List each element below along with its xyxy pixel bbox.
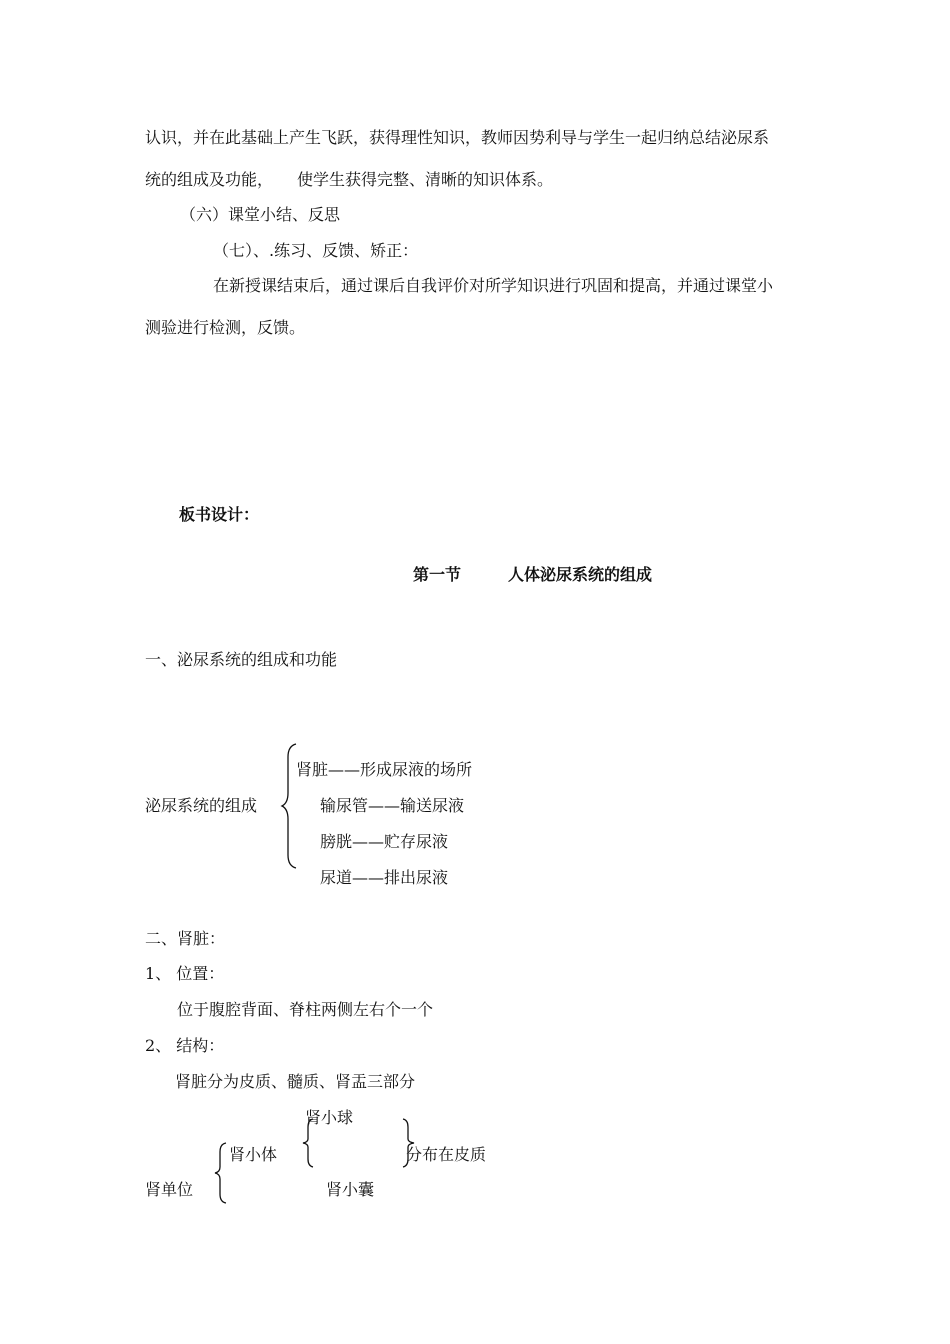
nephron-label: 肾单位 <box>145 1180 194 1199</box>
structure-text: 肾脏分为皮质、髓质、肾盂三部分 <box>175 1072 416 1091</box>
organ-kidney: 肾脏——形成尿液的场所 <box>296 760 473 779</box>
step-7-heading: （七）、.练习、反馈、矫正： <box>213 241 419 260</box>
position-text: 位于腹腔背面、脊柱两侧左右个一个 <box>177 1000 434 1019</box>
step-7-body-line-2: 测验进行检测，反馈。 <box>145 318 306 337</box>
organ-urethra: 尿道——排出尿液 <box>320 868 449 887</box>
step-6-heading: （六）课堂小结、反思 <box>180 205 341 224</box>
structure-heading: 2、 结构： <box>145 1036 225 1055</box>
corpuscle-brace <box>302 1118 316 1168</box>
section-title: 人体泌尿系统的组成 <box>508 565 653 584</box>
position-heading: 1、 位置： <box>145 964 225 983</box>
urinary-system-root: 泌尿系统的组成 <box>145 796 258 815</box>
intro-line-2: 统的组成及功能， 使学生获得完整、清晰的知识体系。 <box>145 170 554 189</box>
glomerulus-label: 肾小球 <box>305 1108 354 1127</box>
step-7-body-line-1: 在新授课结束后，通过课后自我评价对所学知识进行巩固和提高，并通过课堂小 <box>213 276 774 295</box>
organ-bladder: 膀胱——贮存尿液 <box>320 832 449 851</box>
board-design-heading: 板书设计： <box>179 505 260 524</box>
nephron-brace <box>214 1142 230 1204</box>
part-2-heading: 二、肾脏： <box>145 929 226 948</box>
intro-line-1: 认识，并在此基础上产生飞跃，获得理性知识，教师因势利导与学生一起归纳总结泌尿系 <box>145 128 770 147</box>
renal-capsule-label: 肾小囊 <box>326 1180 375 1199</box>
renal-corpuscle-label: 肾小体 <box>229 1145 278 1164</box>
part-1-heading: 一、泌尿系统的组成和功能 <box>145 650 338 669</box>
organ-ureter: 输尿管——输送尿液 <box>320 796 465 815</box>
section-number: 第一节 <box>413 565 462 584</box>
cortex-location-label: 分布在皮质 <box>406 1145 487 1164</box>
